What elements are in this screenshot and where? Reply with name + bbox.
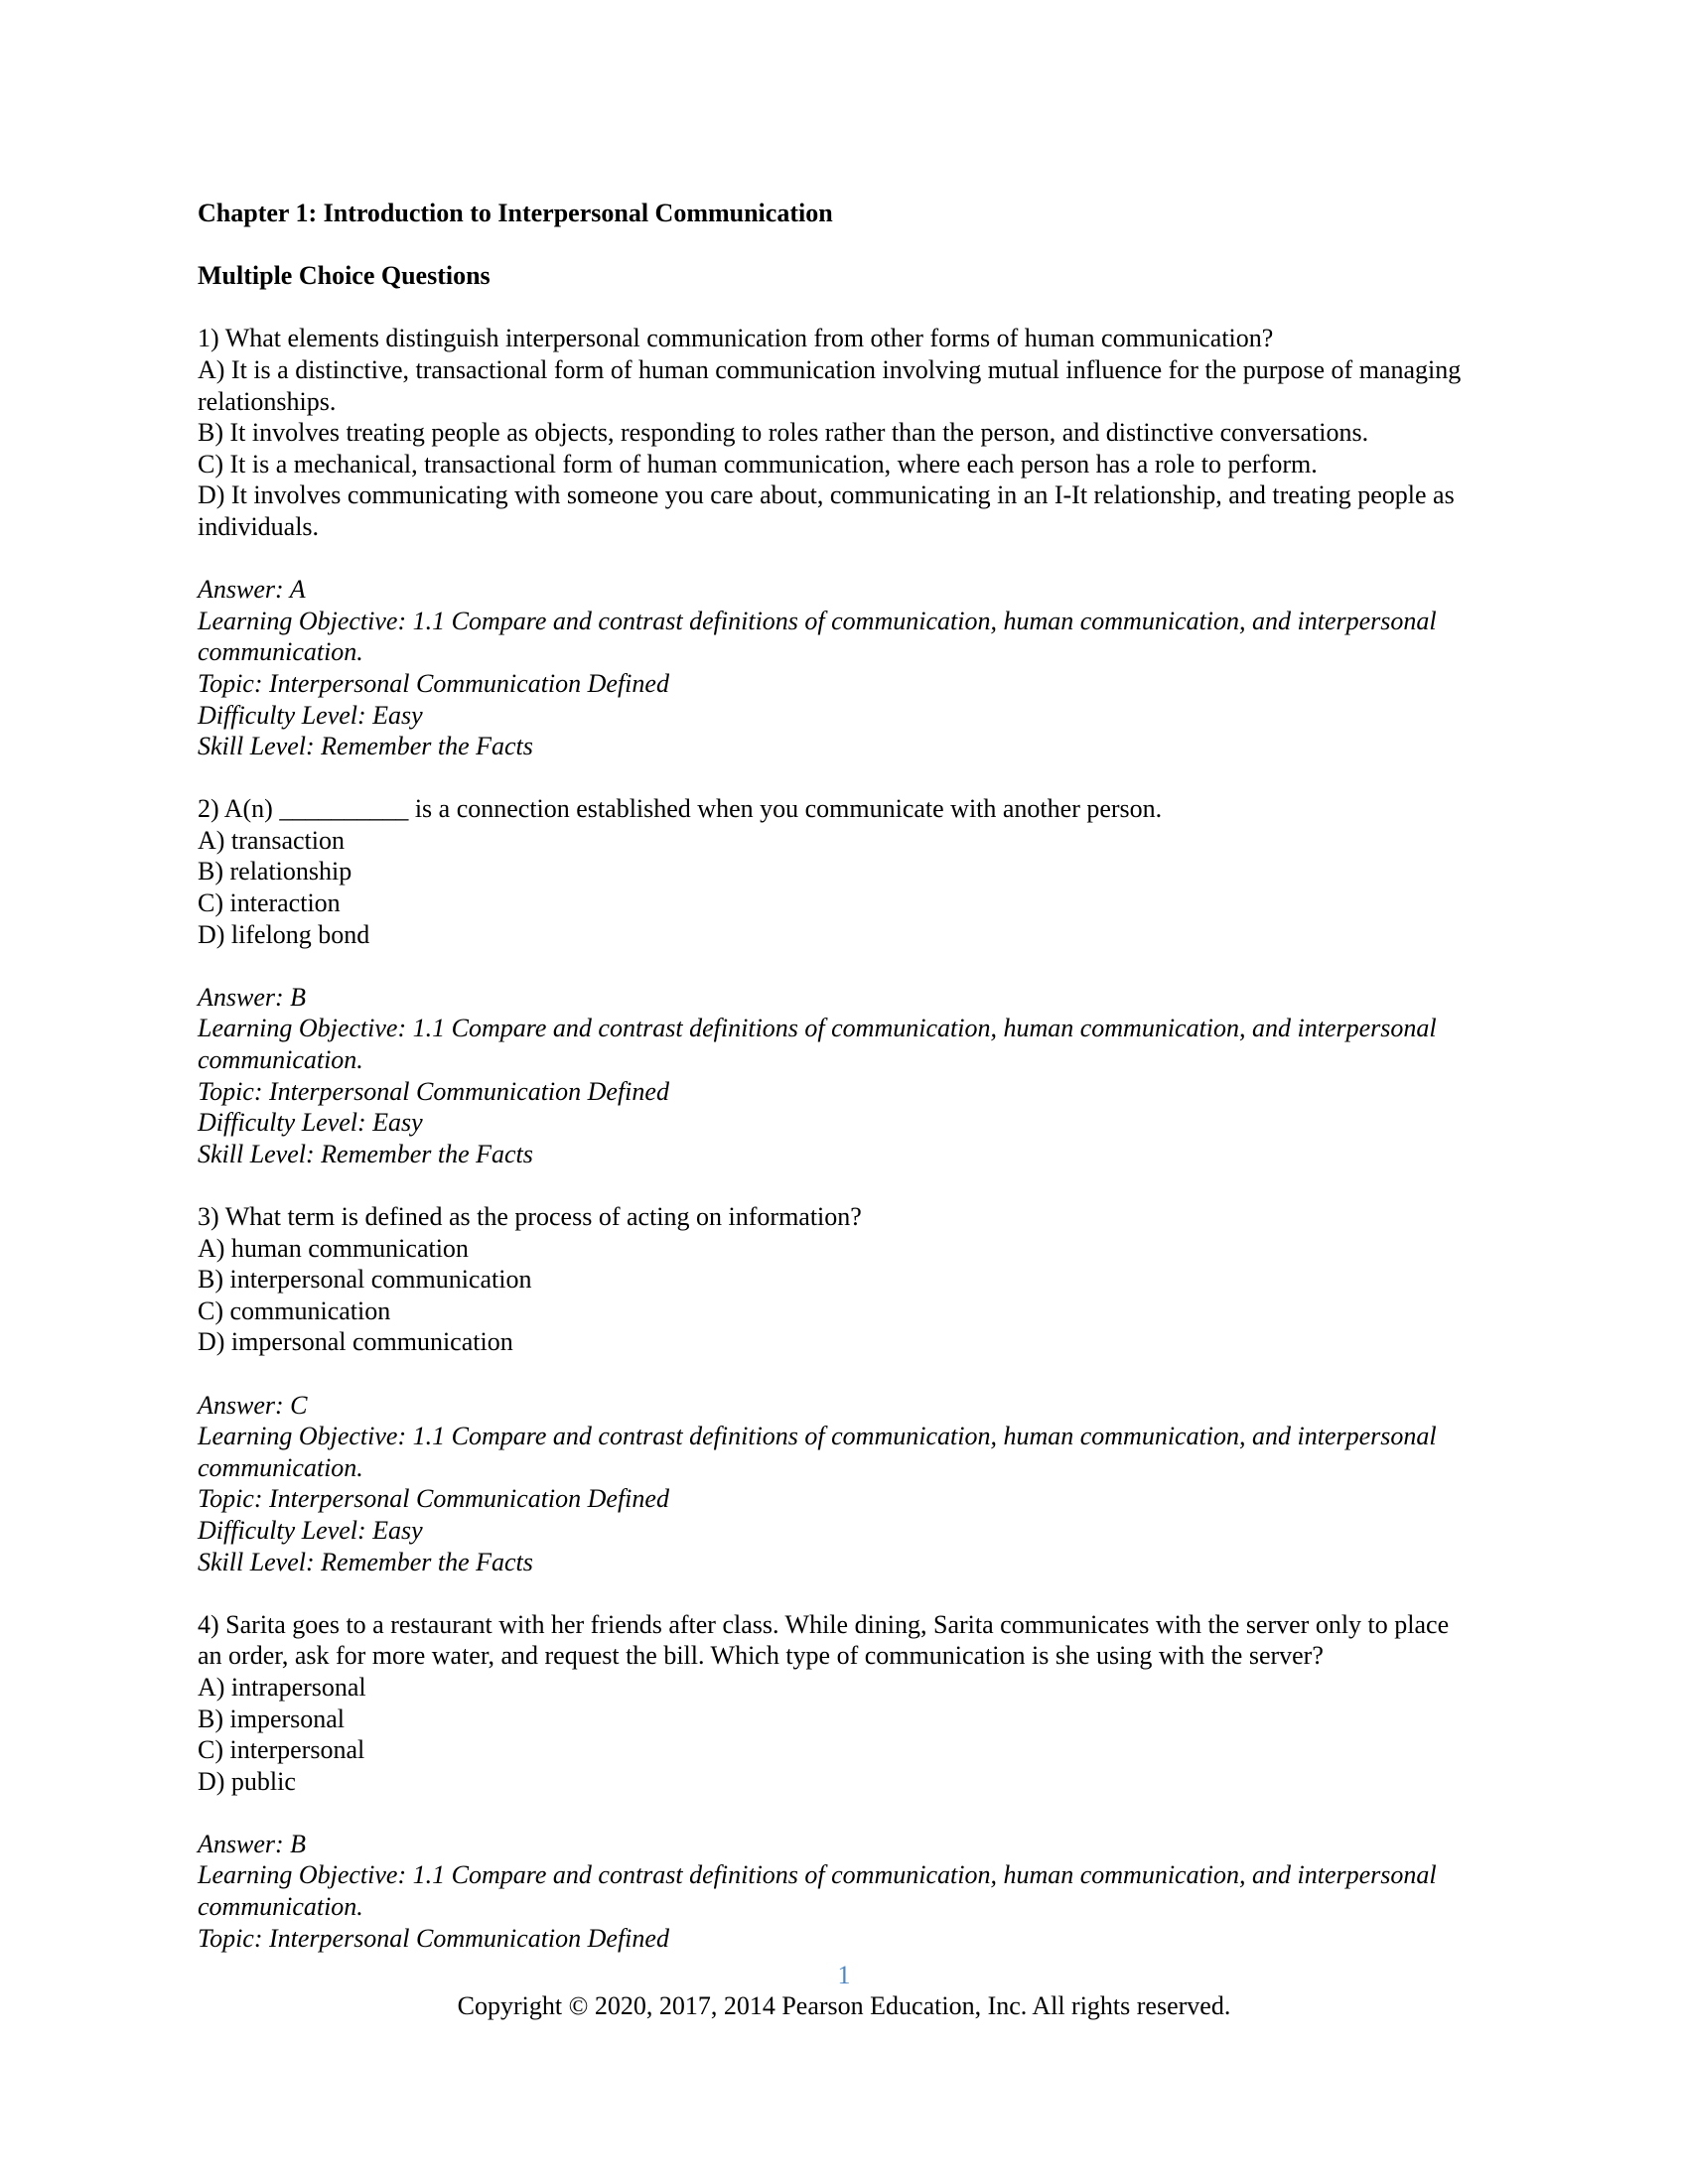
answer-meta [198, 1829, 1469, 1954]
learning-objective: Learning Objective: 1.1 Compare and contrast definitions of communication, human communication, and interpersonal communication. [198, 1422, 1437, 1482]
difficulty: Difficulty Level: Easy [198, 1515, 423, 1545]
section-title: Multiple Choice Questions [198, 261, 491, 291]
chapter-title: Chapter 1: Introduction to Interpersonal Communication [198, 199, 833, 227]
option: D) It involves communicating with someone you care about, communicating in an I-It relationship, and treating people as individuals. [198, 480, 1455, 541]
skill: Skill Level: Remember the Facts [198, 732, 533, 761]
question-1 [198, 323, 1469, 761]
option: A) It is a distinctive, transactional form of human communication involving mutual influence for the purpose of managing relationships. [198, 354, 1462, 416]
question-3 [198, 1201, 1469, 1577]
option: C) interaction [198, 888, 341, 918]
option: A) transaction [198, 825, 346, 855]
question-stem: 4) Sarita goes to a restaurant with her friends after class. While dining, Sarita communicates with the server only to place an order, ask for more water, and request the bill. Which type of communication is she using with the server? [198, 1609, 1450, 1671]
answer: Answer: A [198, 575, 306, 605]
option: B) impersonal [198, 1704, 346, 1733]
option: B) It involves treating people as objects, responding to roles rather than the person, and distinctive conversations. [198, 418, 1369, 448]
topic: Topic: Interpersonal Communication Defined [198, 1076, 669, 1106]
document-body [198, 198, 1469, 1954]
question-4 [198, 1609, 1469, 1955]
option: C) interpersonal [198, 1735, 365, 1765]
topic: Topic: Interpersonal Communication Defined [198, 1484, 669, 1514]
option: D) lifelong bond [198, 919, 370, 949]
option: C) It is a mechanical, transactional form of human communication, where each person has a role to perform. [198, 449, 1318, 478]
difficulty: Difficulty Level: Easy [198, 700, 423, 730]
skill: Skill Level: Remember the Facts [198, 1547, 533, 1576]
difficulty: Difficulty Level: Easy [198, 1108, 423, 1138]
page-number: 1 [837, 1961, 851, 1989]
answer-meta [198, 574, 1469, 762]
learning-objective: Learning Objective: 1.1 Compare and contrast definitions of communication, human communication, and interpersonal communication. [198, 1860, 1437, 1922]
option: D) impersonal communication [198, 1327, 513, 1357]
option: D) public [198, 1766, 296, 1796]
copyright-footer: Copyright © 2020, 2017, 2014 Pearson Education, Inc. All rights reserved. [457, 1991, 1231, 2020]
learning-objective: Learning Objective: 1.1 Compare and contrast definitions of communication, human communication, and interpersonal communication. [198, 1014, 1437, 1075]
answer-meta [198, 1390, 1469, 1578]
answer: Answer: B [198, 1829, 307, 1858]
question-stem: 1) What elements distinguish interpersonal communication from other forms of human communication? [198, 324, 1274, 353]
answer-meta [198, 982, 1469, 1170]
question-stem: 2) A(n) __________ is a connection established when you communicate with another person. [198, 794, 1163, 824]
option: B) relationship [198, 857, 352, 887]
topic: Topic: Interpersonal Communication Defined [198, 668, 669, 698]
option: B) interpersonal communication [198, 1265, 532, 1295]
option: C) communication [198, 1296, 391, 1325]
option: A) human communication [198, 1233, 469, 1263]
answer: Answer: B [198, 982, 307, 1012]
topic: Topic: Interpersonal Communication Defined [198, 1923, 669, 1953]
option: A) intrapersonal [198, 1672, 366, 1702]
question-stem: 3) What term is defined as the process of acting on information? [198, 1202, 862, 1231]
question-2 [198, 793, 1469, 1169]
learning-objective: Learning Objective: 1.1 Compare and contrast definitions of communication, human communication, and interpersonal communication. [198, 606, 1437, 667]
skill: Skill Level: Remember the Facts [198, 1139, 533, 1168]
answer: Answer: C [198, 1390, 308, 1420]
